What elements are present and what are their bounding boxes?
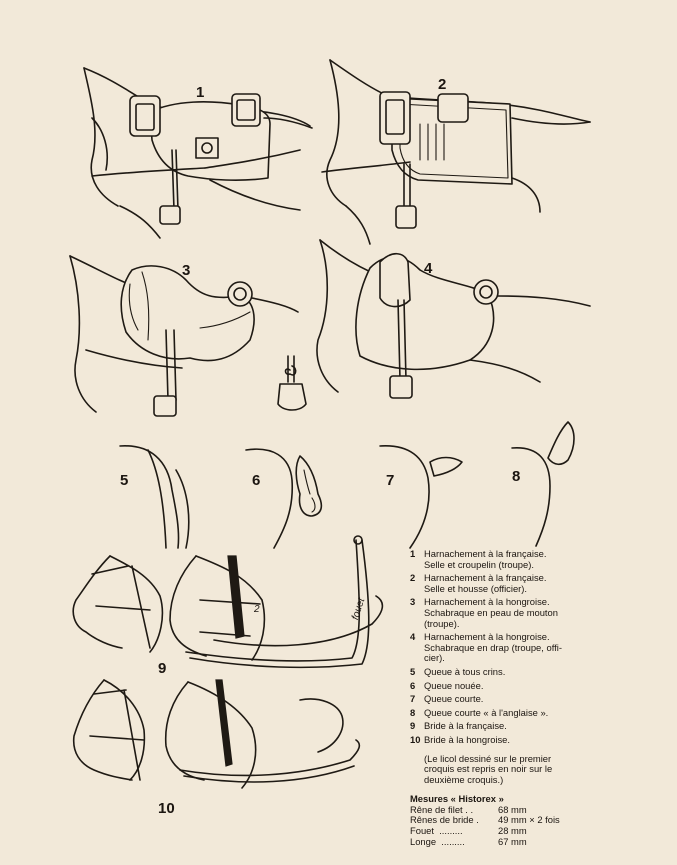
drawing-saddle-3	[70, 256, 298, 416]
mesures-label: Longe .........	[410, 835, 465, 847]
legend-item-text: Queue courte.	[424, 693, 484, 705]
legend-item-text: Bride à la hongroise.	[424, 733, 510, 745]
mesures-value: 28 mm	[498, 825, 527, 837]
legend-item	[410, 632, 672, 664]
drawing-tail-8	[512, 422, 574, 546]
drawing-bridle-10	[74, 680, 360, 788]
figure-number-4: 4	[424, 260, 433, 277]
legend-item-number: 2	[410, 572, 416, 584]
legend-item-text: Harnachement à la française. Selle et housse (officier).	[424, 572, 547, 594]
legend-item-number: 10	[410, 733, 421, 745]
legend-item	[410, 681, 672, 692]
figure-number-6: 6	[252, 472, 261, 489]
legend-item-text: Bride à la française.	[424, 720, 507, 732]
drawing-stirrup-detail	[278, 356, 306, 410]
mesures-label: Fouet .........	[410, 825, 463, 837]
mesures-value: 49 mm × 2 fois	[498, 814, 560, 826]
mesures-value: 67 mm	[498, 835, 527, 847]
legend-item-number: 9	[410, 720, 416, 732]
whip-label: fouet	[350, 596, 368, 622]
legend-item-number: 1	[410, 548, 416, 559]
mesures-label: Rênes de bride .	[410, 814, 479, 826]
figure-number-2: 2	[438, 76, 447, 93]
figure-number-3: 3	[182, 262, 191, 279]
legend-item-text: Queue courte « à l'anglaise ».	[424, 706, 549, 718]
drawing-saddle-4	[317, 240, 590, 398]
legend-item-text: Queue nouée.	[424, 679, 484, 691]
legend	[410, 549, 672, 847]
legend-item-number: 4	[410, 631, 416, 643]
legend-item-number: 5	[410, 665, 416, 677]
legend-item-number: 7	[410, 693, 416, 705]
legend-list	[410, 549, 672, 746]
legend-item	[410, 549, 672, 570]
mesures-value: 68 mm	[498, 803, 527, 815]
drawing-saddle-2	[322, 60, 590, 244]
mesures-table	[410, 805, 672, 847]
mesures-title: Mesures « Historex »	[410, 793, 504, 805]
drawing-tail-7	[380, 446, 462, 548]
legend-item-text: Queue à tous crins.	[424, 665, 506, 677]
legend-item	[410, 735, 672, 746]
mesures-label: Rêne de filet . .	[410, 803, 474, 815]
legend-item	[410, 573, 672, 594]
legend-item-text: Harnachement à la hongroise. Schabraque en peau de mouton (troupe).	[424, 596, 558, 629]
drawing-tail-6	[246, 449, 321, 548]
mesures-row	[410, 837, 672, 848]
figure-number-7: 7	[386, 472, 395, 489]
legend-item-number: 8	[410, 706, 416, 718]
legend-item	[410, 667, 672, 678]
legend-item	[410, 597, 672, 629]
legend-item-text: Harnachement à la française. Selle et croupelin (troupe).	[424, 548, 547, 570]
figure-number-5: 5	[120, 472, 129, 489]
drawing-bridle-9	[73, 536, 382, 667]
legend-note: (Le licol dessiné sur le premier croquis est repris en noir sur le deuxième croquis.)	[424, 752, 553, 785]
rein-label-2: 2	[254, 604, 260, 615]
figure-number-1: 1	[196, 84, 205, 101]
legend-item-number: 3	[410, 596, 416, 608]
figure-number-8: 8	[512, 468, 521, 485]
drawing-tail-5	[120, 446, 189, 548]
legend-item-number: 6	[410, 679, 416, 691]
legend-item-text: Harnachement à la hongroise. Schabraque en drap (troupe, offi- cier).	[424, 631, 562, 664]
legend-item	[410, 694, 672, 705]
figure-number-9: 9	[158, 660, 167, 677]
legend-item	[410, 721, 672, 732]
legend-item	[410, 708, 672, 719]
figure-number-10: 10	[158, 800, 175, 817]
